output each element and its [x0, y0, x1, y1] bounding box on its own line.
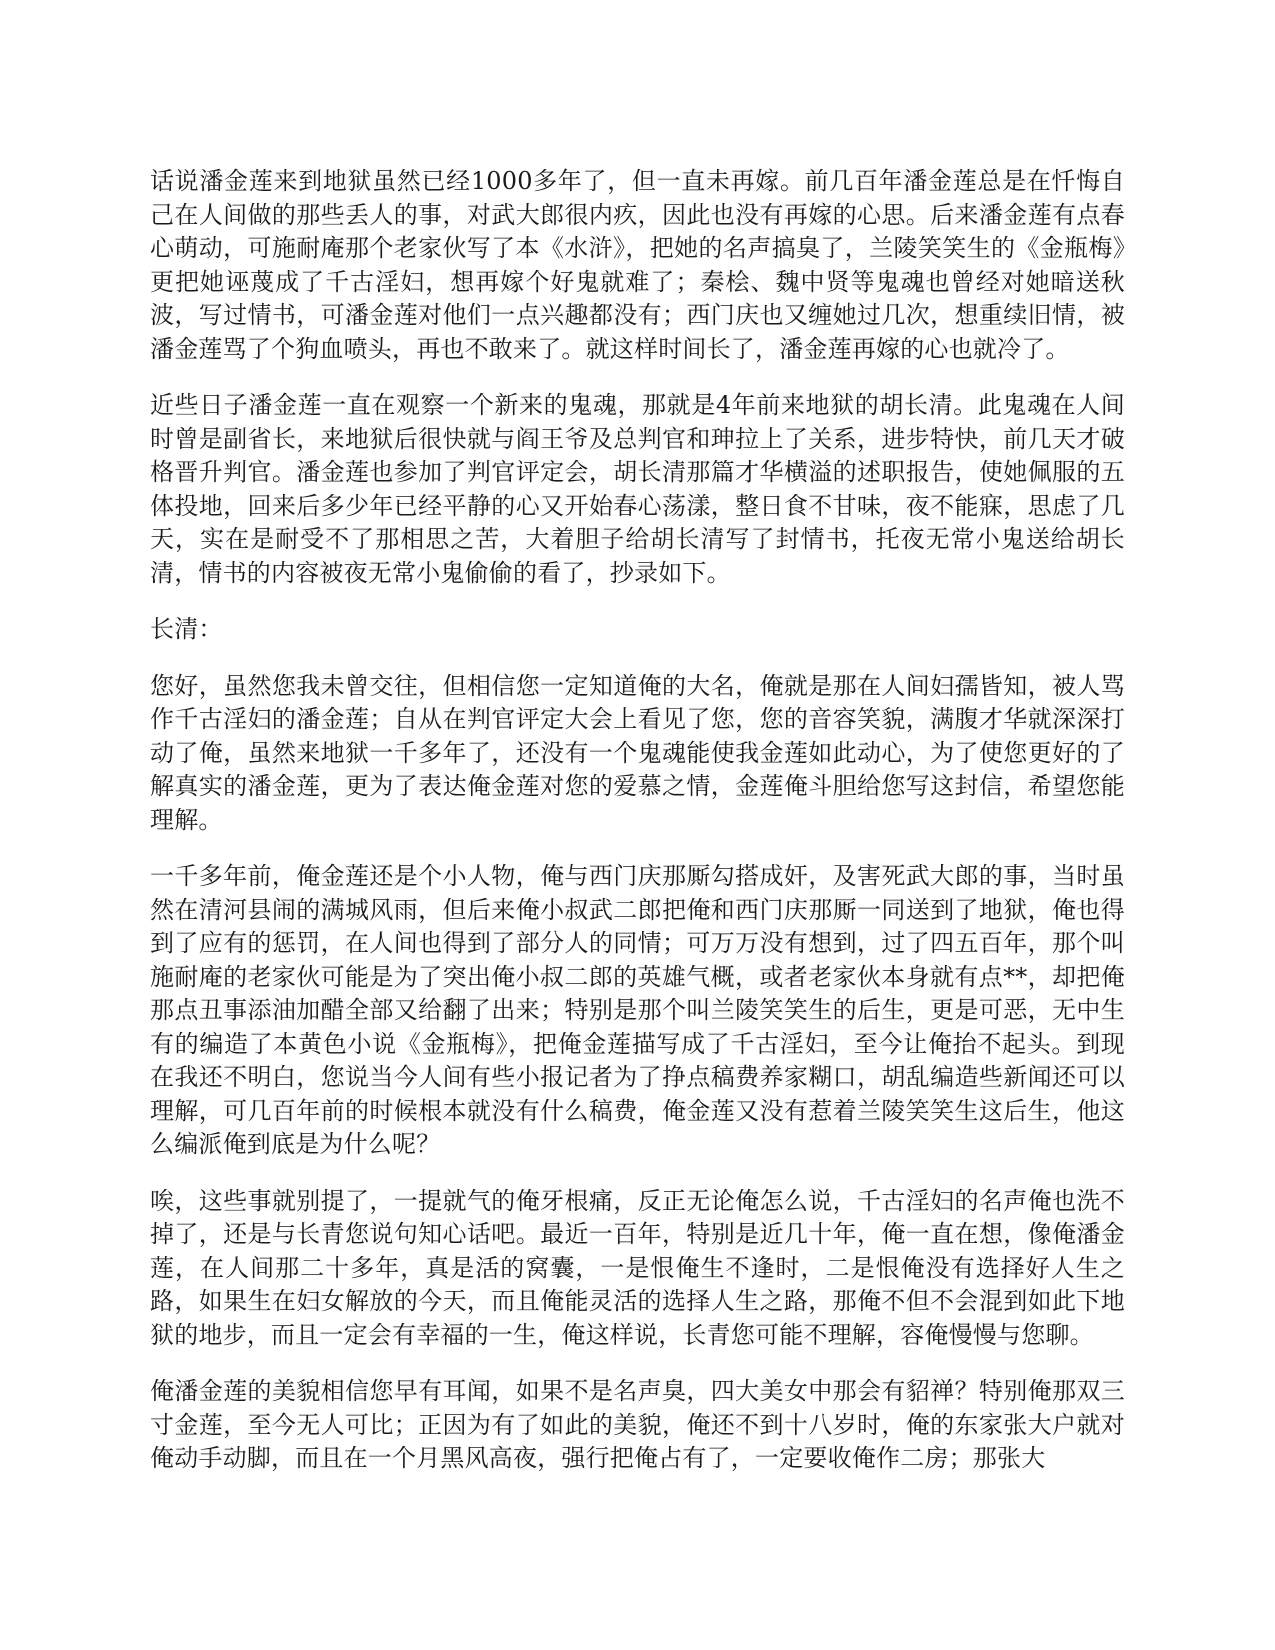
letter-paragraph-beauty: 俺潘金莲的美貌相信您早有耳闻，如果不是名声臭，四大美女中那会有貂禅？特别俺那双三寸金莲，至今无人可比；正因为有了如此的美貌，俺还不到十八岁时，俺的东家张大户就对俺动手动脚，而且在一个月黑风高夜，强行把俺占有了，一定要收俺作二房；那张大 — [150, 1377, 1125, 1472]
letter-paragraph-greeting: 您好，虽然您我未曾交往，但相信您一定知道俺的大名，俺就是那在人间妇孺皆知，被人骂作千古淫妇的潘金莲；自从在判官评定大会上看见了您，您的音容笑貌，满腹才华就深深打动了俺，虽然来地狱一千多年了，还没有一个鬼魂能使我金莲如此动心，为了使您更好的了解真实的潘金莲，更为了表达俺金莲对您的爱慕之情，金莲俺斗胆给您写这封信，希望您能理解。 — [150, 671, 1125, 834]
letter-salutation: 长清： — [150, 615, 223, 643]
document-body — [150, 165, 1125, 1499]
paragraph-intro: 话说潘金莲来到地狱虽然已经1000多年了，但一直未再嫁。前几百年潘金莲总是在忏悔自己在人间做的那些丢人的事，对武大郎很内疚，因此也没有再嫁的心思。后来潘金莲有点春心萌动，可施耐庵那个老家伙写了本《水浒》，把她的名声搞臭了，兰陵笑笑生的《金瓶梅》更把她诬蔑成了千古淫妇，想再嫁个好鬼就难了；秦桧、魏中贤等鬼魂也曾经对她暗送秋波，写过情书，可潘金莲对他们一点兴趣都没有；西门庆也又缠她过几次，想重续旧情，被潘金莲骂了个狗血喷头，再也不敢来了。就这样时间长了，潘金莲再嫁的心也就冷了。 — [150, 167, 1125, 363]
letter-paragraph-reflection: 唉，这些事就别提了，一提就气的俺牙根痛，反正无论俺怎么说，千古淫妇的名声俺也洗不掉了，还是与长青您说句知心话吧。最近一百年，特别是近几十年，俺一直在想，像俺潘金莲，在人间那二十多年，真是活的窝囊，一是恨俺生不逢时，二是恨俺没有选择好人生之路，如果生在妇女解放的今天，而且俺能灵活的选择人生之路，那俺不但不会混到如此下地狱的地步，而且一定会有幸福的一生，俺这样说，长青您可能不理解，容俺慢慢与您聊。 — [150, 1186, 1125, 1349]
paragraph-hu-changqing: 近些日子潘金莲一直在观察一个新来的鬼魂，那就是4年前来地狱的胡长清。此鬼魂在人间时曾是副省长，来地狱后很快就与阎王爷及总判官和珅拉上了关系，进步特快，前几天才破格晋升判官。潘金莲也参加了判官评定会，胡长清那篇才华横溢的述职报告，使她佩服的五体投地，回来后多少年已经平静的心又开始春心荡漾，整日食不甘味，夜不能寐，思虑了几天，实在是耐受不了那相思之苦，大着胆子给胡长清写了封情书，托夜无常小鬼送给胡长清，情书的内容被夜无常小鬼偷偷的看了，抄录如下。 — [150, 391, 1125, 587]
letter-paragraph-history: 一千多年前，俺金莲还是个小人物，俺与西门庆那厮勾搭成奸，及害死武大郎的事，当时虽然在清河县闹的满城风雨，但后来俺小叔武二郎把俺和西门庆那厮一同送到了地狱，俺也得到了应有的惩罚，在人间也得到了部分人的同情；可万万没有想到，过了四五百年，那个叫施耐庵的老家伙可能是为了突出俺小叔二郎的英雄气概，或者老家伙本身就有点**，却把俺那点丑事添油加醋全部又给翻了出来；特别是那个叫兰陵笑笑生的后生，更是可恶，无中生有的编造了本黄色小说《金瓶梅》，把俺金莲描写成了千古淫妇，至今让俺抬不起头。到现在我还不明白，您说当今人间有些小报记者为了挣点稿费养家糊口，胡乱编造些新闻还可以理解，可几百年前的时候根本就没有什么稿费，俺金莲又没有惹着兰陵笑笑生这后生，他这么编派俺到底是为什么呢？ — [150, 862, 1125, 1158]
